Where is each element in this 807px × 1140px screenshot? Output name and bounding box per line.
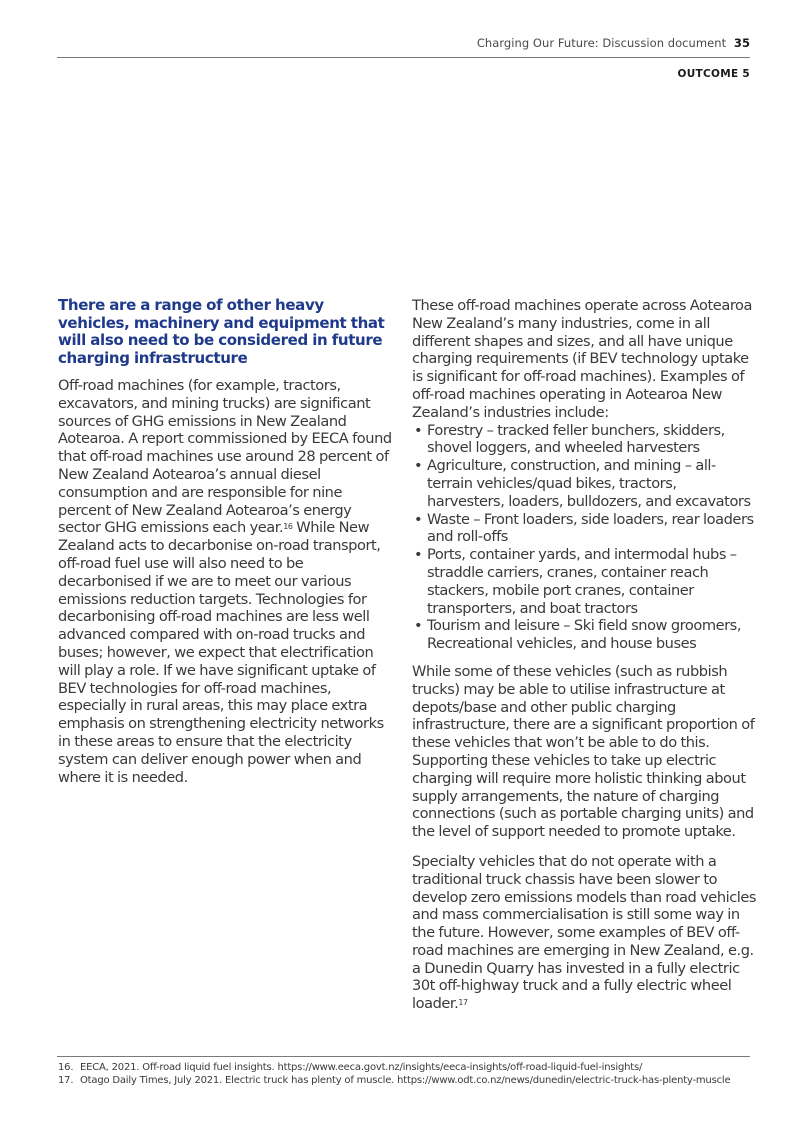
right-paragraph-3 [412,853,757,1013]
document-title: Charging Our Future: Discussion document [476,36,727,50]
left-paragraph-text-2: While New Zealand acts to decarbonise on-road transport, off-road fuel use will also need to be decarbonised if we are to meet our various emissions reduction targets. Technologies for decarbonising off-road machines are less well advanced compared with on-road trucks and buses; however, we expect that electrification will play a role. If we have significant uptake of BEV technologies for off-road machines, especially in rural areas, this may place extra emphasis on strengthening electricity networks in these areas to ensure that the electricity system can deliver enough power when and where it is needed. [58,519,384,786]
running-header [477,36,750,50]
right-column [412,297,757,1013]
footnote-number: 16. [58,1062,74,1073]
right-paragraph-2: While some of these vehicles (such as rubbish trucks) may be able to utilise infrastructure at depots/base and other public charging infrastructure, there are a significant proportion of these vehicles that won’t be able to do this. Supporting these vehicles to take up electric charging will require more holistic thinking about supply arrangements, the nature of charging connections (such as portable charging units) and the level of support needed to promote uptake. [412,662,755,841]
bullet-icon: • [414,546,423,564]
list-item [412,546,757,617]
list-item-text: Agriculture, construction, and mining – all-terrain vehicles/quad bikes, tractors, harvesters, loaders, bulldozers, and excavators [427,457,751,510]
footnote-16 [58,1062,758,1075]
footnote-divider [57,1056,750,1057]
list-item-text: Tourism and leisure – Ski field snow groomers, Recreational vehicles, and house buses [427,617,742,653]
left-column [58,297,393,786]
list-item [412,617,757,653]
footnote-text: EECA, 2021. Off-road liquid fuel insights. https://www.eeca.govt.nz/insights/eeca-insights/off-road-liquid-fuel-insights/ [80,1062,643,1073]
left-paragraph-text-1: Off-road machines (for example, tractors, excavators, and mining trucks) are significant sources of GHG emissions in New Zealand Aotearoa. A report commissioned by EECA found that off-road machines use around 28 percent of New Zealand Aotearoa’s annual diesel consumption and are responsible for nine percent of New Zealand Aotearoa’s energy sector GHG emissions each year. [58,377,392,537]
footnote-ref-17: 17 [458,998,468,1008]
bullet-icon: • [414,617,423,635]
section-heading: There are a range of other heavy vehicles, machinery and equipment that will also need to be considered in future charging infrastructure [58,296,385,367]
list-item [412,422,757,458]
list-item-text: Waste – Front loaders, side loaders, rear loaders and roll-offs [427,510,754,546]
bullet-icon: • [414,421,423,439]
list-item [412,457,757,510]
list-item-text: Ports, container yards, and intermodal hubs – straddle carriers, cranes, container reach stackers, mobile port cranes, container transporters, and boat tractors [427,546,737,617]
left-paragraph [58,377,393,786]
footnote-number: 17. [58,1074,74,1086]
footnote-ref-16: 16 [283,522,293,532]
section-label: OUTCOME 5 [677,68,750,80]
footnotes [58,1062,758,1087]
right-paragraph-3-text: Specialty vehicles that do not operate with a traditional truck chassis have been slower to develop zero emissions models than road vehicles and mass commercialisation is still some way in the future. However, some examples of BEV off-road machines are emerging in New Zealand, e.g. a Dunedin Quarry has invested in a fully electric 30t off-highway truck and a fully electric wheel loader. [412,852,757,1013]
bullet-icon: • [414,457,423,475]
header-divider [57,57,750,58]
footnote-text: Otago Daily Times, July 2021. Electric truck has plenty of muscle. https://www.odt.co.nz/news/dunedin/electric-truck-has-plenty-muscle [80,1074,731,1086]
list-item-text: Forestry – tracked feller bunchers, skidders, shovel loggers, and wheeled harvesters [427,421,725,457]
bullet-list [412,422,757,653]
bullet-icon: • [414,510,423,528]
list-item [412,511,757,547]
page-number: 35 [733,36,750,50]
footnote-17 [58,1075,758,1088]
right-intro-paragraph: These off-road machines operate across Aotearoa New Zealand’s many industries, come in all different shapes and sizes, and all have unique charging requirements (if BEV technology uptake is significant for off-road machines). Examples of off-road machines operating in Aotearoa New Zealand’s industries include: [412,297,753,421]
